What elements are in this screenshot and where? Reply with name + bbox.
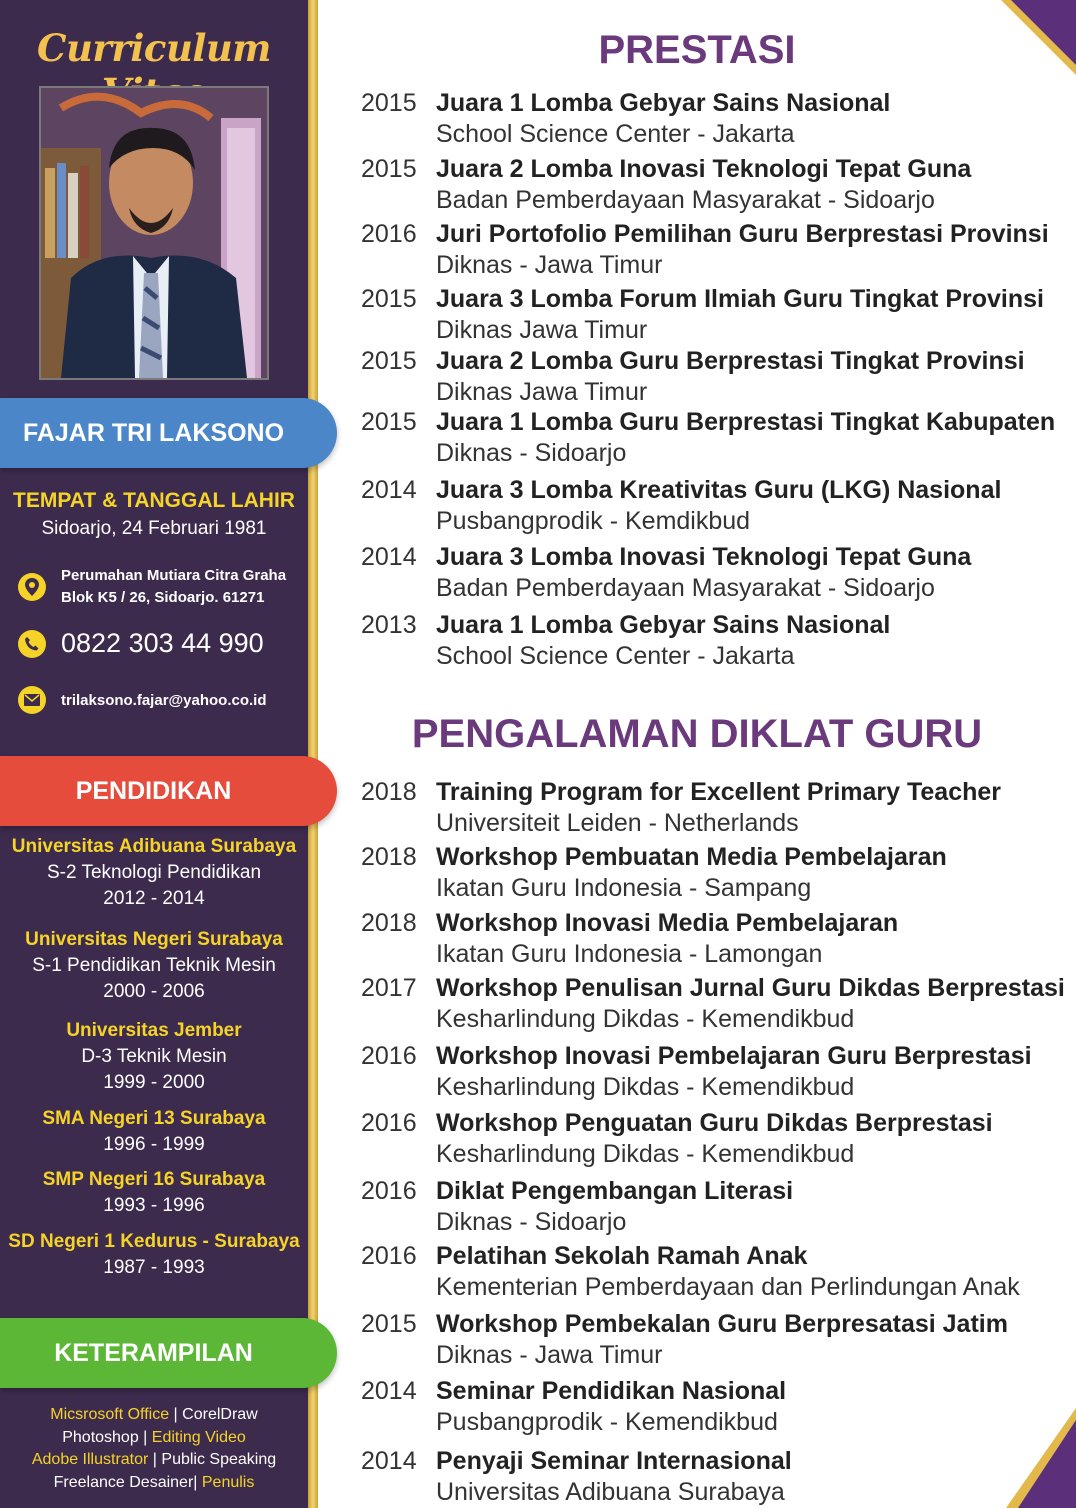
- entry-title: Juara 3 Lomba Forum Ilmiah Guru Tingkat Provinsi: [436, 285, 1044, 313]
- achievement-entry: [361, 346, 1071, 408]
- training-entry: [361, 1241, 1071, 1303]
- profile-photo: [39, 86, 269, 380]
- entry-title: Juara 2 Lomba Guru Berprestasi Tingkat Provinsi: [436, 347, 1025, 375]
- entry-organizer: Ikatan Guru Indonesia - Lamongan: [436, 940, 823, 968]
- education-banner: [0, 756, 337, 826]
- entry-title: Penyaji Seminar Internasional: [436, 1447, 792, 1475]
- school-name: Universitas Jember: [66, 1020, 242, 1041]
- skill-item: Micsrosoft Office: [50, 1406, 170, 1423]
- entry-organizer: Badan Pemberdayaan Masyarakat - Sidoarjo: [436, 186, 935, 214]
- skills-line: [0, 1427, 308, 1450]
- training-entry: [361, 1446, 1071, 1508]
- entry-organizer: Universitas Adibuana Surabaya: [436, 1478, 785, 1506]
- school-years: 2012 - 2014: [103, 888, 205, 909]
- entry-title: Juara 1 Lomba Guru Berprestasi Tingkat Kabupaten: [436, 408, 1056, 436]
- school-name: SMA Negeri 13 Surabaya: [42, 1108, 266, 1129]
- school-years: 1987 - 1993: [103, 1257, 205, 1278]
- skill-item: Editing Video: [151, 1428, 246, 1446]
- entry-year: 2016: [361, 1177, 417, 1205]
- skills-list: [0, 1404, 308, 1494]
- training-entry: [361, 973, 1071, 1035]
- skills-banner: [0, 1318, 337, 1388]
- achievement-entry: [361, 88, 1071, 150]
- education-heading: PENDIDIKAN: [75, 776, 232, 805]
- school-years: 2000 - 2006: [103, 981, 205, 1002]
- entry-year: 2016: [361, 1109, 417, 1137]
- entry-title: Workshop Pembuatan Media Pembelajaran: [436, 843, 947, 871]
- entry-year: 2014: [361, 1447, 417, 1475]
- training-entry: [361, 1041, 1071, 1103]
- location-pin-icon: [18, 573, 46, 601]
- entry-year: 2015: [361, 347, 417, 375]
- diklat-heading: PENGALAMAN DIKLAT GURU: [411, 712, 983, 756]
- skills-heading: KETERAMPILAN: [54, 1338, 253, 1367]
- education-item: [0, 926, 308, 1005]
- entry-title: Juri Portofolio Pemilihan Guru Berprestasi Provinsi: [436, 220, 1049, 248]
- entry-year: 2018: [361, 778, 417, 806]
- skills-line: [0, 1449, 308, 1472]
- school-major: S-2 Teknologi Pendidikan: [46, 862, 262, 883]
- achievement-entry: [361, 407, 1071, 469]
- phone-icon: [18, 630, 46, 658]
- entry-year: 2014: [361, 476, 417, 504]
- address-row: [18, 565, 308, 609]
- entry-year: 2018: [361, 909, 417, 937]
- name-banner: [0, 398, 337, 468]
- entry-organizer: Kesharlindung Dikdas - Kemendikbud: [436, 1005, 855, 1033]
- skill-item: Adobe Illustrator: [31, 1451, 149, 1468]
- entry-organizer: School Science Center - Jakarta: [436, 120, 795, 148]
- skill-item: Photoshop: [62, 1428, 139, 1446]
- entry-year: 2016: [361, 220, 417, 248]
- birth-heading: TEMPAT & TANGGAL LAHIR: [13, 489, 295, 512]
- skill-item: CorelDraw: [182, 1406, 258, 1423]
- phone-number: 0822 303 44 990: [61, 628, 264, 658]
- skill-separator: |: [193, 1473, 202, 1491]
- entry-title: Workshop Penguatan Guru Dikdas Berprestasi: [436, 1109, 993, 1137]
- person-name: FAJAR TRI LAKSONO: [22, 418, 285, 447]
- entry-organizer: Diknas - Sidoarjo: [436, 1208, 627, 1236]
- entry-organizer: School Science Center - Jakarta: [436, 642, 795, 670]
- entry-organizer: Pusbangprodik - Kemendikbud: [436, 1408, 778, 1436]
- skills-line: [0, 1404, 308, 1427]
- entry-title: Diklat Pengembangan Literasi: [436, 1177, 794, 1205]
- entry-title: Workshop Penulisan Jurnal Guru Dikdas Berprestasi: [436, 974, 1065, 1002]
- skills-line: [0, 1472, 308, 1495]
- achievement-entry: [361, 542, 1071, 604]
- entry-year: 2014: [361, 543, 417, 571]
- entry-organizer: Diknas Jawa Timur: [436, 316, 648, 344]
- entry-organizer: Ikatan Guru Indonesia - Sampang: [436, 874, 812, 902]
- entry-organizer: Pusbangprodik - Kemdikbud: [436, 507, 751, 535]
- education-item: [0, 1166, 308, 1219]
- entry-organizer: Diknas - Sidoarjo: [436, 439, 627, 467]
- school-name: Universitas Negeri Surabaya: [25, 929, 283, 950]
- entry-title: Juara 3 Lomba Kreativitas Guru (LKG) Nasional: [436, 476, 1002, 504]
- cv-title: Curriculum: [37, 26, 271, 70]
- training-entry: [361, 1176, 1071, 1238]
- entry-organizer: Diknas - Jawa Timur: [436, 251, 663, 279]
- training-entry: [361, 908, 1071, 970]
- entry-year: 2016: [361, 1042, 417, 1070]
- address-text: [61, 565, 286, 609]
- entry-title: Workshop Pembekalan Guru Berpresatasi Jatim: [436, 1310, 1008, 1338]
- school-major: D-3 Teknik Mesin: [81, 1046, 227, 1067]
- entry-title: Juara 1 Lomba Gebyar Sains Nasional: [436, 89, 891, 117]
- entry-organizer: Universiteit Leiden - Netherlands: [436, 809, 799, 837]
- entry-title: Juara 3 Lomba Inovasi Teknologi Tepat Guna: [436, 543, 972, 571]
- entry-title: Training Program for Excellent Primary Teacher: [436, 778, 1002, 806]
- entry-organizer: Kesharlindung Dikdas - Kemendikbud: [436, 1073, 855, 1101]
- entry-year: 2016: [361, 1242, 417, 1270]
- gold-divider: [308, 0, 318, 1508]
- skill-item: Public Speaking: [161, 1451, 277, 1468]
- school-years: 1999 - 2000: [103, 1072, 205, 1093]
- training-entry: [361, 1108, 1071, 1170]
- entry-year: 2015: [361, 285, 417, 313]
- birth-value: Sidoarjo, 24 Februari 1981: [41, 518, 267, 539]
- education-item: [0, 1017, 308, 1096]
- entry-organizer: Badan Pemberdayaan Masyarakat - Sidoarjo: [436, 574, 935, 602]
- prestasi-heading: PRESTASI: [598, 28, 796, 72]
- school-years: 1993 - 1996: [103, 1195, 205, 1216]
- entry-year: 2018: [361, 843, 417, 871]
- entry-year: 2015: [361, 1310, 417, 1338]
- entry-title: Juara 2 Lomba Inovasi Teknologi Tepat Guna: [436, 155, 972, 183]
- achievement-entry: [361, 475, 1071, 537]
- entry-title: Workshop Inovasi Pembelajaran Guru Berprestasi: [436, 1042, 1032, 1070]
- school-years: 1996 - 1999: [103, 1134, 205, 1155]
- school-name: SMP Negeri 16 Surabaya: [42, 1169, 266, 1190]
- school-name: Universitas Adibuana Surabaya: [11, 836, 297, 857]
- entry-year: 2015: [361, 408, 417, 436]
- entry-year: 2014: [361, 1377, 417, 1405]
- education-item: [0, 833, 308, 912]
- entry-year: 2015: [361, 155, 417, 183]
- training-entry: [361, 1309, 1071, 1371]
- training-entry: [361, 842, 1071, 904]
- entry-year: 2013: [361, 611, 417, 639]
- entry-title: Seminar Pendidikan Nasional: [436, 1377, 787, 1405]
- entry-title: Workshop Inovasi Media Pembelajaran: [436, 909, 899, 937]
- school-major: S-1 Pendidikan Teknik Mesin: [32, 955, 276, 976]
- entry-organizer: Diknas - Jawa Timur: [436, 1341, 663, 1369]
- address-line-2: Blok K5 / 26, Sidoarjo. 61271: [61, 589, 265, 606]
- entry-organizer: Kementerian Pemberdayaan dan Perlindungan Anak: [436, 1273, 1020, 1301]
- education-item: [0, 1228, 308, 1281]
- email-address[interactable]: trilaksono.fajar@yahoo.co.id: [61, 691, 267, 709]
- achievement-entry: [361, 219, 1071, 281]
- entry-year: 2017: [361, 974, 417, 1002]
- education-item: [0, 1105, 308, 1158]
- training-entry: [361, 1376, 1071, 1438]
- skill-separator: |: [138, 1428, 152, 1446]
- skill-item: Freelance Desainer: [53, 1473, 194, 1491]
- skill-separator: |: [148, 1451, 162, 1468]
- email-row: [18, 686, 308, 714]
- phone-row: [18, 628, 308, 659]
- training-entry: [361, 777, 1071, 839]
- skill-separator: |: [169, 1406, 183, 1423]
- achievement-entry: [361, 610, 1071, 672]
- entry-title: Juara 1 Lomba Gebyar Sains Nasional: [436, 611, 891, 639]
- envelope-icon: [18, 686, 46, 714]
- entry-title: Pelatihan Sekolah Ramah Anak: [436, 1242, 808, 1270]
- achievement-entry: [361, 284, 1071, 346]
- entry-organizer: Diknas Jawa Timur: [436, 378, 648, 406]
- address-line-1: Perumahan Mutiara Citra Graha: [61, 567, 287, 584]
- entry-year: 2015: [361, 89, 417, 117]
- skill-item: Penulis: [201, 1473, 255, 1491]
- school-name: SD Negeri 1 Kedurus - Surabaya: [8, 1231, 300, 1252]
- entry-organizer: Kesharlindung Dikdas - Kemendikbud: [436, 1140, 855, 1168]
- achievement-entry: [361, 154, 1071, 216]
